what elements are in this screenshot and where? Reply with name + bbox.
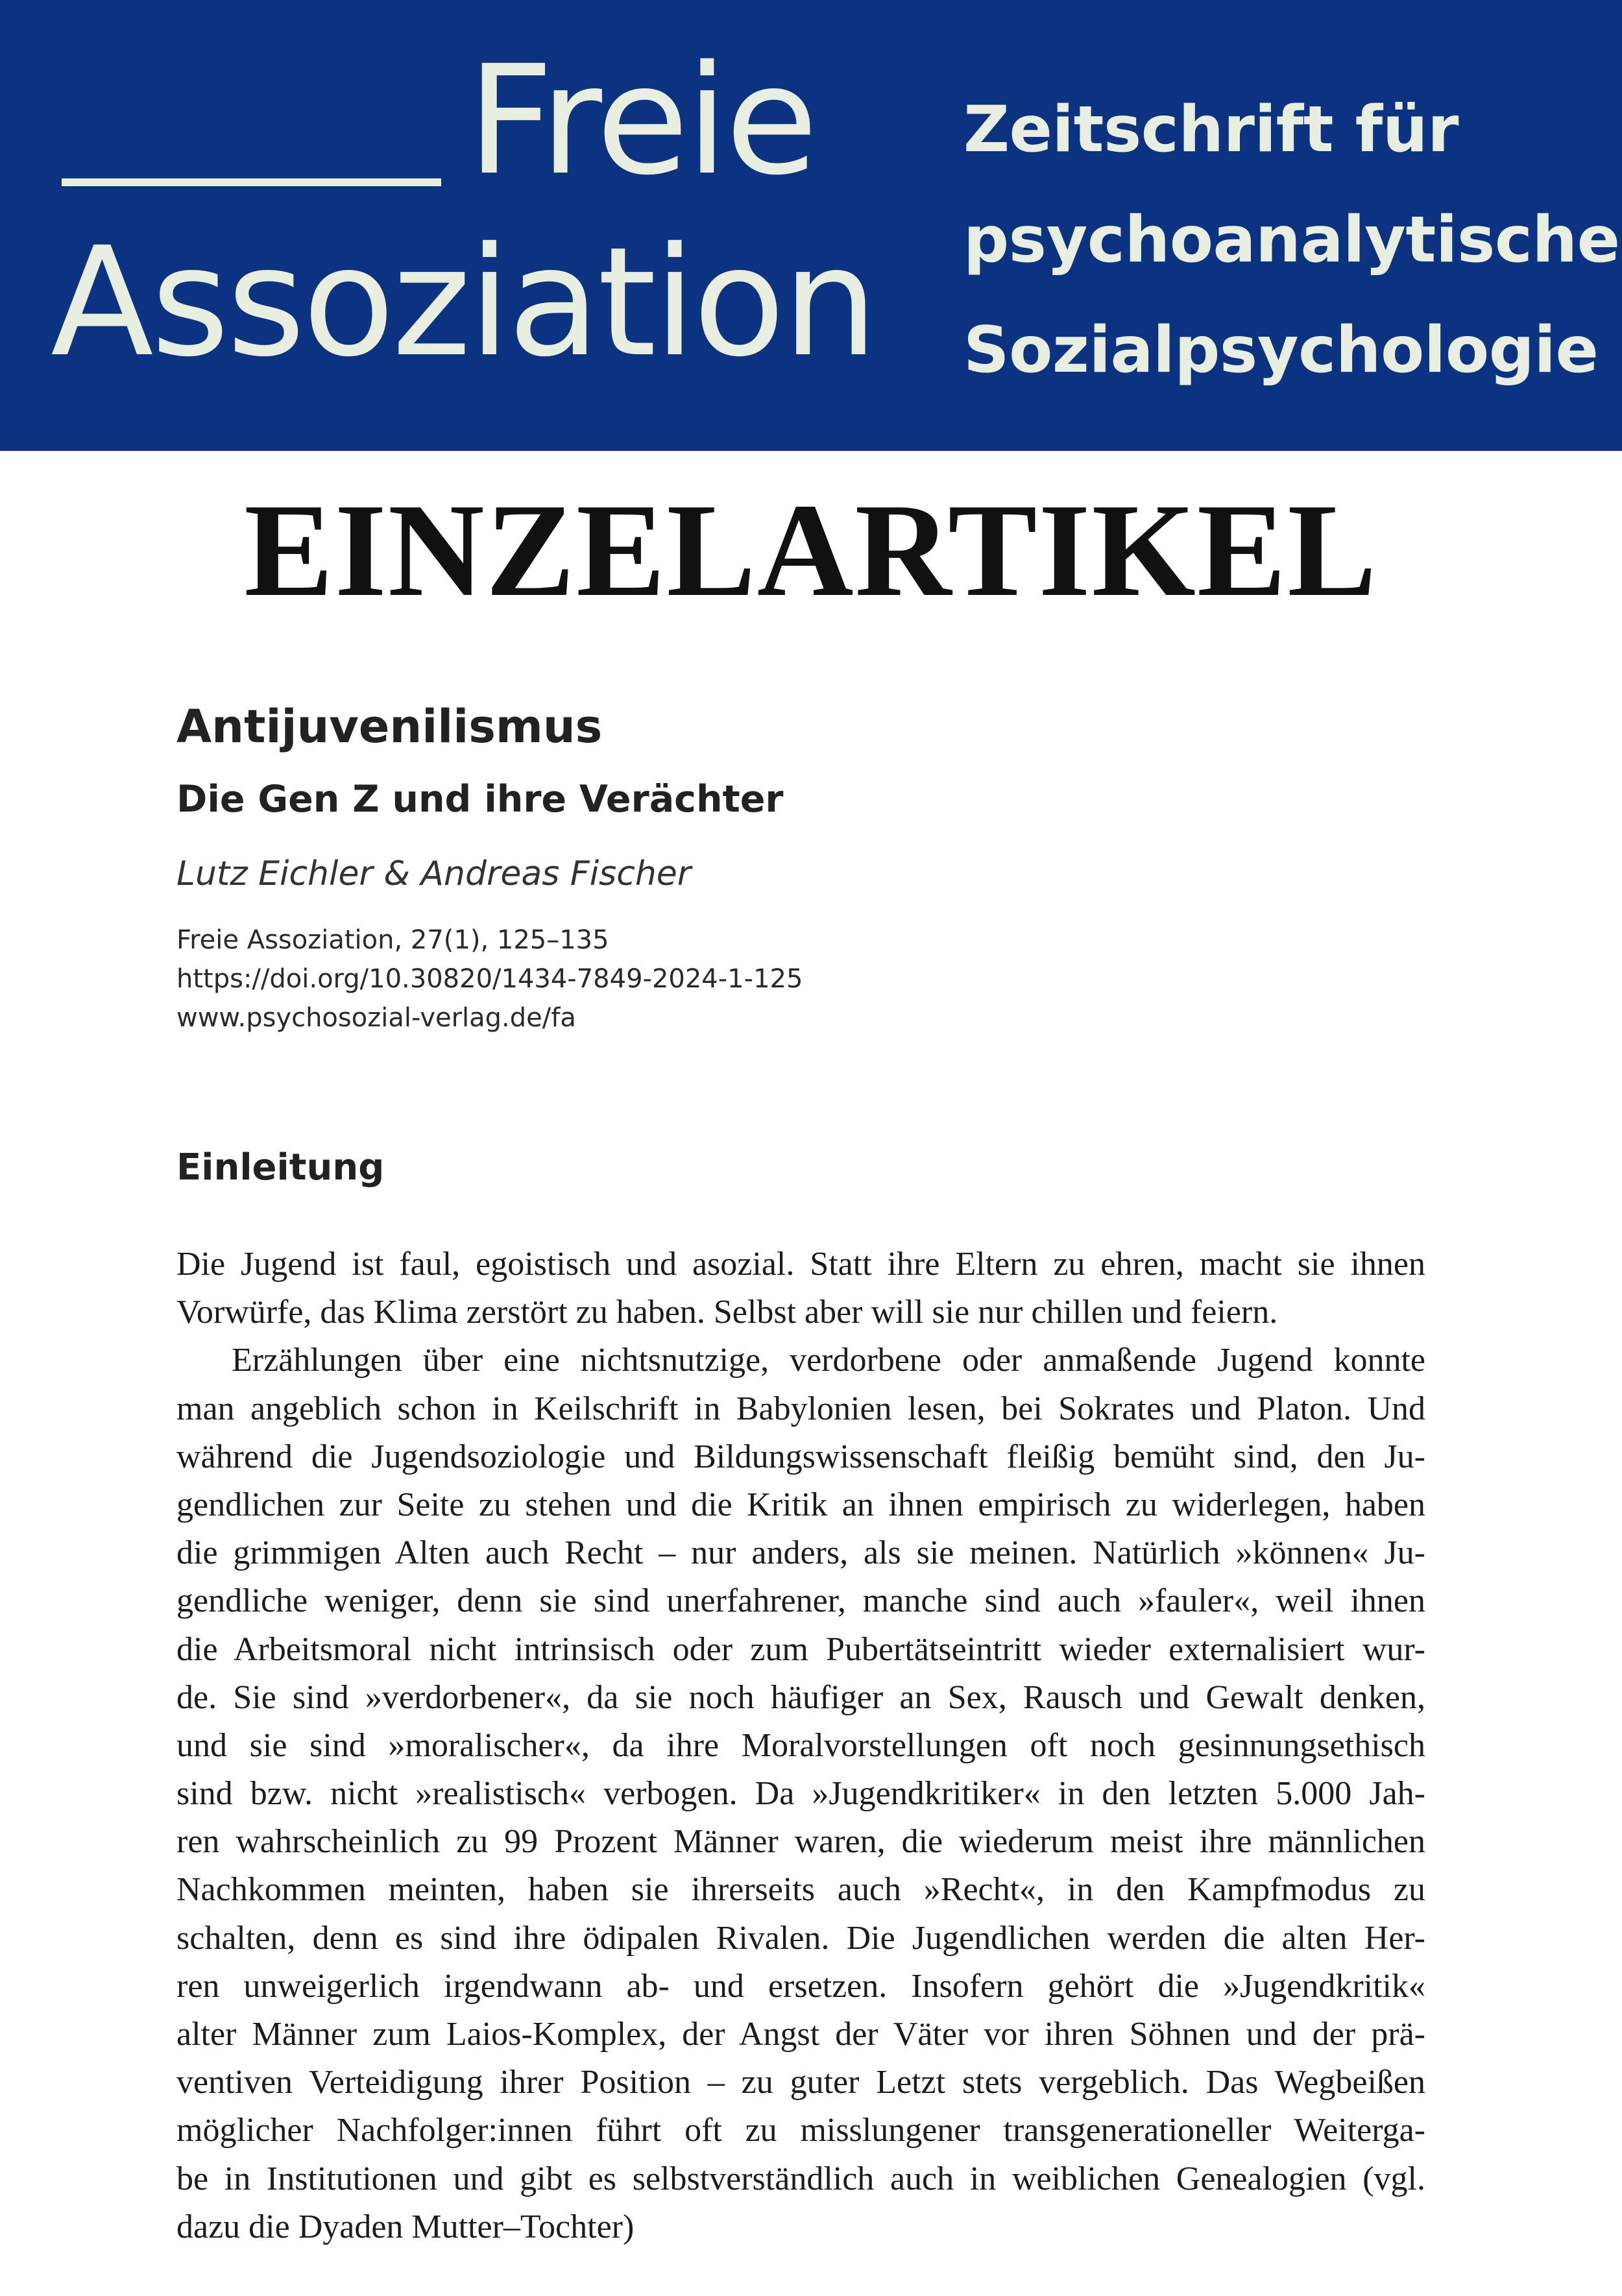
body-text — [176, 1240, 1425, 2245]
article-subtitle: Die Gen Z und ihre Verächter — [176, 778, 784, 821]
body-line-cut-off: dazu die Dyaden Mutter–Tochter) — [176, 2208, 635, 2245]
body-line: gendlichen zur Seite zu stehen und die Kritik an ihnen empirisch zu widerlegen, haben — [176, 1486, 1425, 1523]
journal-masthead — [0, 0, 1622, 451]
body-line: Die Jugend ist faul, egoistisch und asozial. Statt ihre Eltern zu ehren, macht sie ihnen — [176, 1246, 1425, 1283]
journal-subtitle-line-3: Sozialpsychologie — [963, 313, 1599, 387]
journal-title-assoziation: Assoziation — [51, 215, 876, 390]
body-line: ventiven Verteidigung ihrer Position – zu guter Letzt stets vergeblich. Das Wegbeißen — [176, 2064, 1425, 2101]
body-line: die grimmigen Alten auch Recht – nur anders, als sie meinen. Natürlich »können« Ju- — [176, 1534, 1425, 1572]
body-line: gendliche weniger, denn sie sind unerfahrener, manche sind auch »fauler«, weil ihnen — [176, 1582, 1425, 1620]
journal-subtitle-line-1: Zeitschrift für — [963, 93, 1459, 167]
body-line: sind bzw. nicht »realistisch« verbogen. Da »Jugendkritiker« in den letzten 5.000 Jah- — [176, 1775, 1425, 1813]
article-meta — [176, 691, 1442, 1037]
body-line: Erzählungen über eine nichtsnutzige, verdorbene oder anmaßende Jugend konnte — [232, 1342, 1425, 1379]
body-line: Vorwürfe, das Klima zerstört zu haben. Selbst aber will sie nur chillen und feiern. — [176, 1294, 1278, 1331]
body-line: ren wahrscheinlich zu 99 Prozent Männer waren, die wiederum meist ihre männlichen — [176, 1823, 1425, 1861]
article-authors: Lutz Eichler & Andreas Fischer — [176, 854, 692, 893]
journal-title-freie: Freie — [467, 33, 816, 208]
citation-website-link[interactable]: www.psychosozial-verlag.de/fa — [176, 1003, 576, 1033]
body-line: möglicher Nachfolger:innen führt oft zu misslungener transgenerationeller Weiterga- — [176, 2112, 1425, 2149]
journal-subtitle — [963, 75, 1620, 405]
body-line: die Arbeitsmoral nicht intrinsisch oder zum Pubertätseintritt wieder externalisiert wur- — [176, 1630, 1425, 1668]
body-line: während die Jugendsoziologie und Bildungswissenschaft fleißig bemüht sind, den Ju- — [176, 1438, 1425, 1475]
section-heading: Einleitung — [176, 1146, 385, 1189]
body-line: be in Institutionen und gibt es selbstverständlich auch in weiblichen Genealogien (vgl. — [176, 2160, 1425, 2197]
body-line: man angeblich schon in Keilschrift in Babylonien lesen, bei Sokrates und Platon. Und — [176, 1390, 1425, 1427]
citation-journal: Freie Assoziation, 27(1), 125–135 — [176, 925, 609, 955]
body-line: schalten, denn es sind ihre ödipalen Rivalen. Die Jugendlichen werden die alten Her- — [176, 1919, 1425, 1957]
citation-doi-link[interactable]: https://doi.org/10.30820/1434-7849-2024-1-125 — [176, 964, 803, 994]
citation-block — [176, 921, 1442, 1037]
masthead-rule — [62, 178, 441, 186]
body-line: und sie sind »moralischer«, da ihre Moralvorstellungen oft noch gesinnungsethisch — [176, 1726, 1425, 1764]
body-line: alter Männer zum Laios-Komplex, der Angst der Väter vor ihren Söhnen und der prä- — [176, 2016, 1425, 2053]
body-line: ren unweigerlich irgendwann ab- und ersetzen. Insofern gehört die »Jugendkritik« — [176, 1967, 1425, 2005]
article-title: Antijuvenilismus — [176, 700, 603, 753]
body-line: Nachkommen meinten, haben sie ihrerseits auch »Recht«, in den Kampfmodus zu — [176, 1871, 1425, 1909]
journal-subtitle-line-2: psychoanalytische — [963, 203, 1620, 277]
body-line: de. Sie sind »verdorbener«, da sie noch häufiger an Sex, Rausch und Gewalt denken, — [176, 1678, 1425, 1716]
document-type-heading: EINZELARTIKEL — [244, 476, 1378, 624]
